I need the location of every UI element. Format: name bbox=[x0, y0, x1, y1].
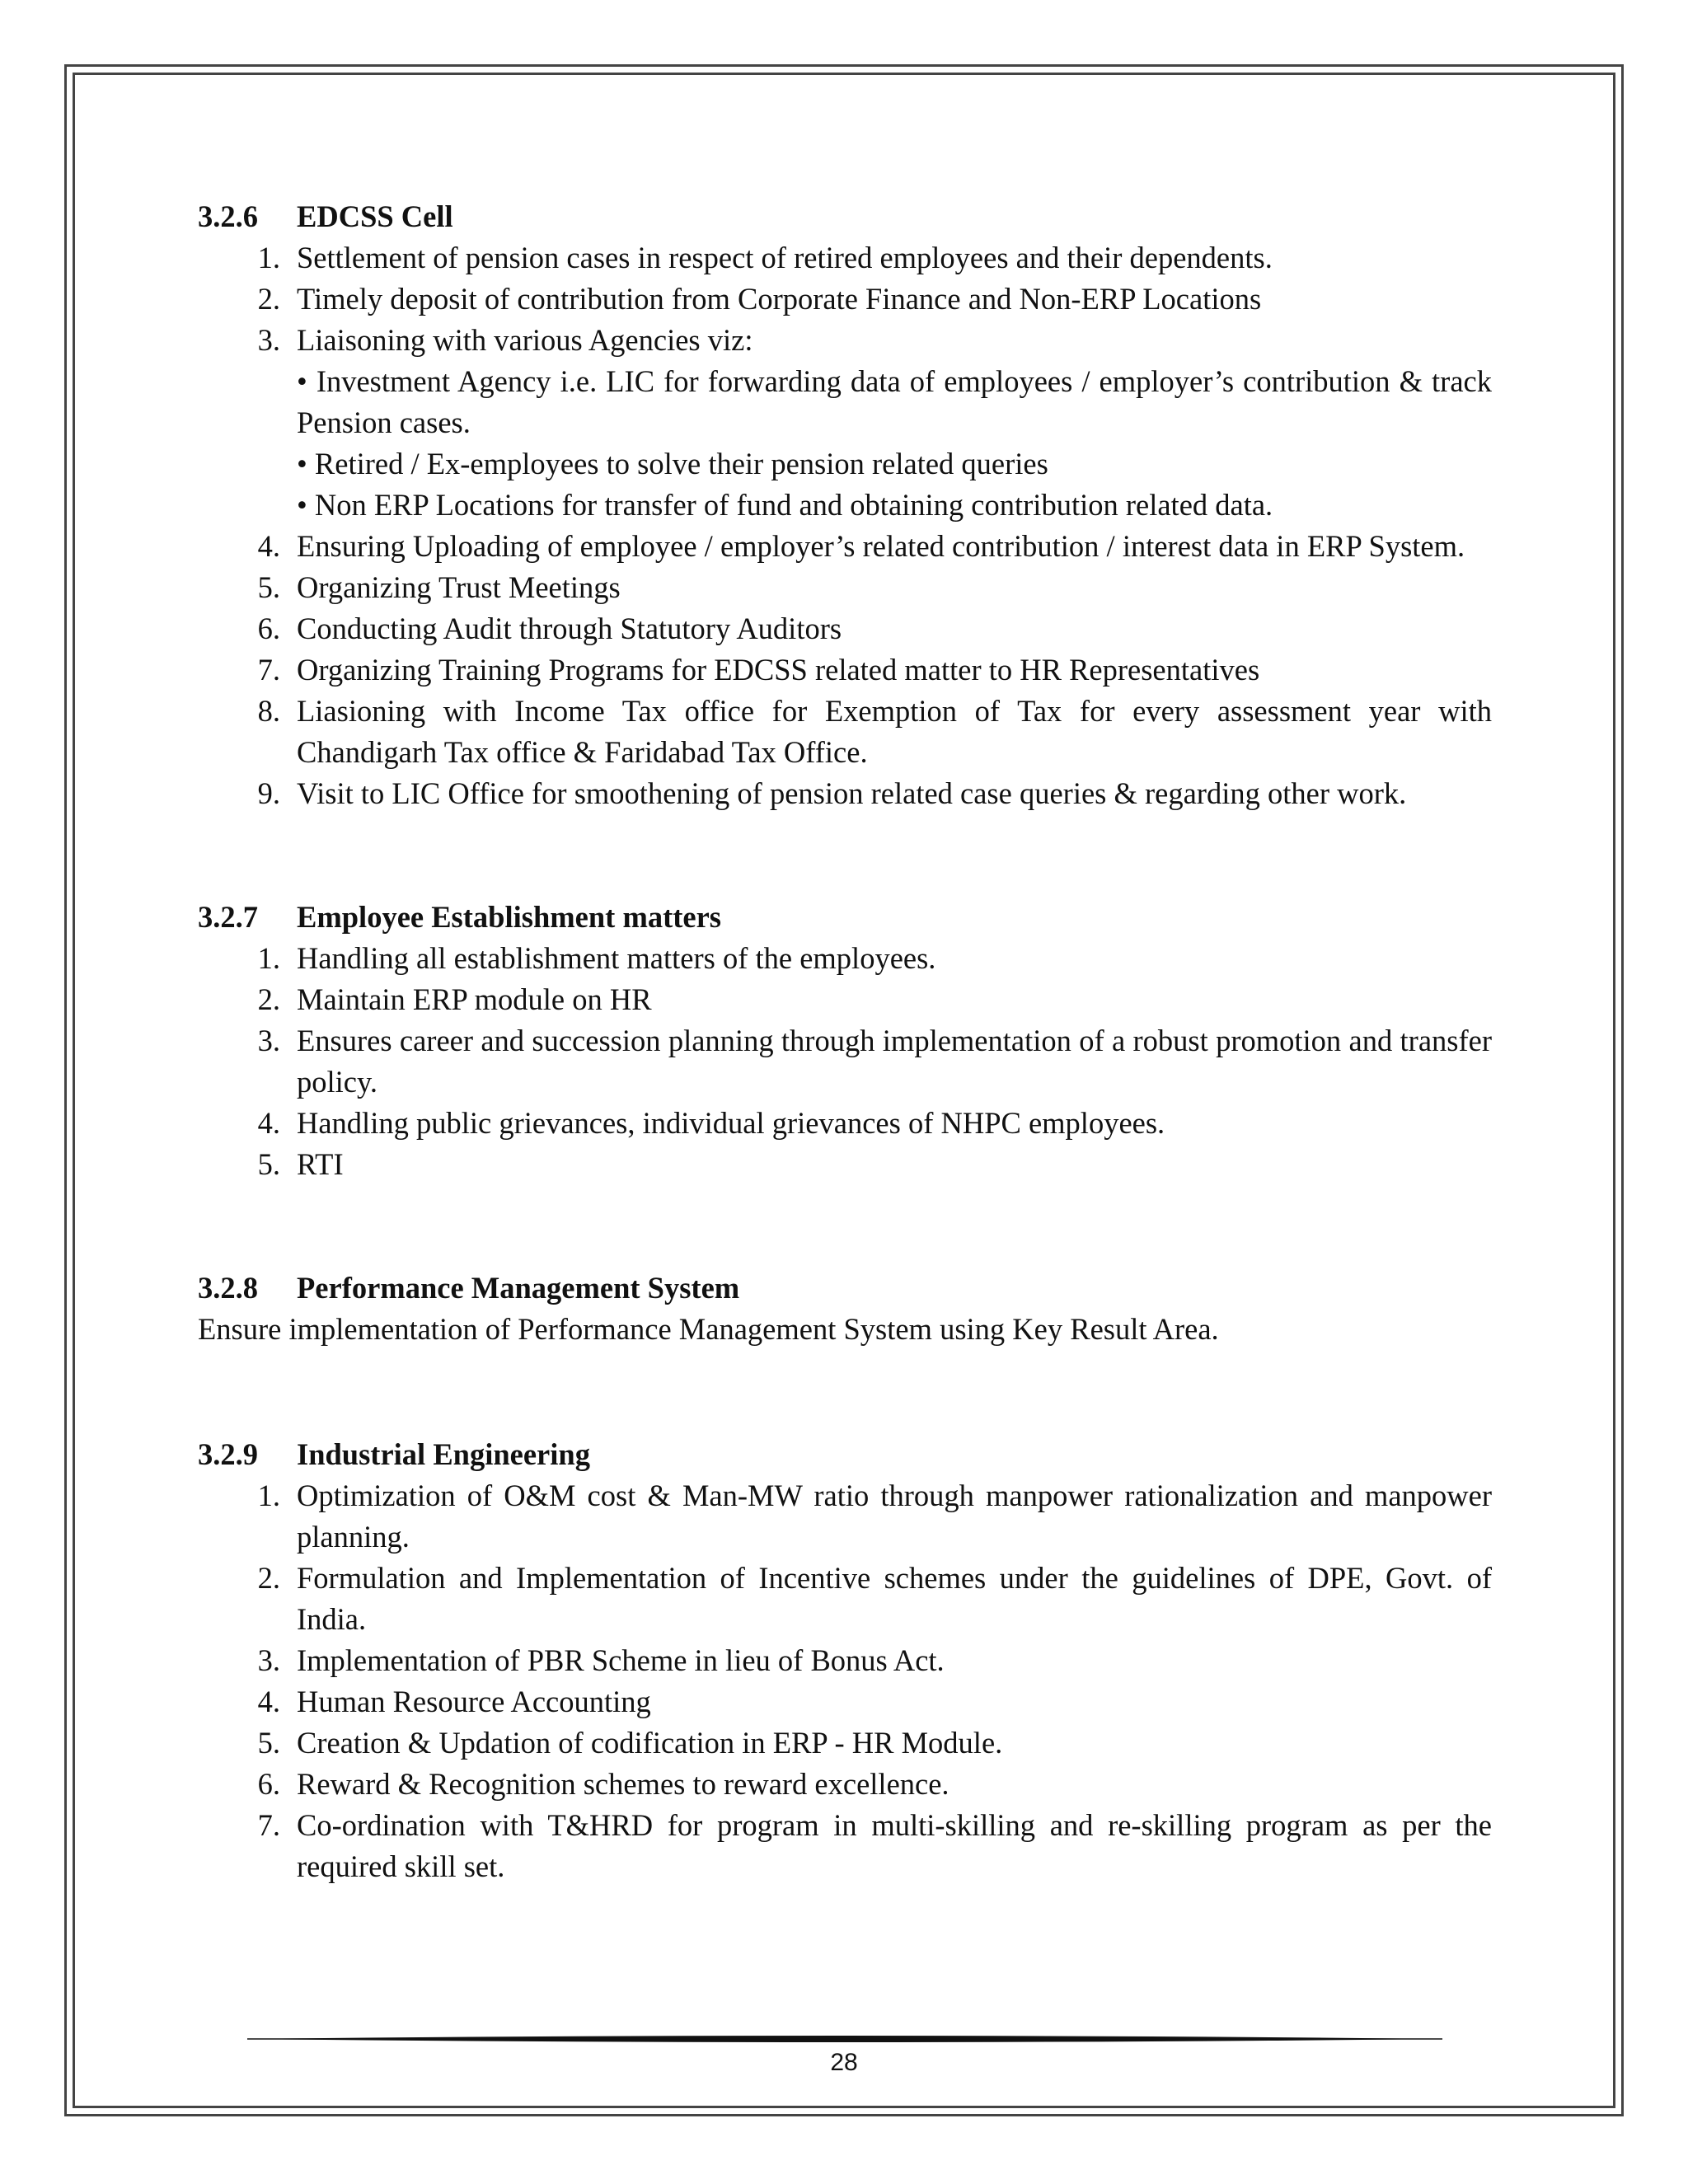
section-title: EDCSS Cell bbox=[297, 199, 453, 233]
list-item bbox=[198, 773, 1492, 814]
establishment-list bbox=[198, 938, 1492, 1185]
section-title: Performance Management System bbox=[297, 1271, 740, 1305]
section-spacer bbox=[198, 1185, 1492, 1268]
item-text: RTI bbox=[297, 1147, 344, 1181]
list-item bbox=[198, 1805, 1492, 1887]
section-heading bbox=[198, 196, 1492, 237]
item-text: Visit to LIC Office for smoothening of pension related case queries & regarding other work. bbox=[297, 776, 1407, 810]
document-body bbox=[198, 196, 1492, 1887]
item-text: Optimization of O&M cost & Man-MW ratio through manpower rationalization and manpower planning. bbox=[297, 1479, 1492, 1554]
item-number: 2. bbox=[257, 982, 280, 1016]
item-text: Conducting Audit through Statutory Auditors bbox=[297, 612, 842, 645]
item-text: Maintain ERP module on HR bbox=[297, 982, 652, 1016]
item-text: Settlement of pension cases in respect of retired employees and their dependents. bbox=[297, 241, 1273, 274]
item-number: 1. bbox=[257, 1479, 280, 1512]
list-item bbox=[198, 1640, 1492, 1681]
item-body bbox=[297, 320, 1492, 526]
list-item bbox=[198, 1681, 1492, 1722]
item-text: Reward & Recognition schemes to reward excellence. bbox=[297, 1767, 950, 1801]
section-number: 3.2.9 bbox=[198, 1437, 258, 1471]
list-item bbox=[198, 608, 1492, 649]
list-item bbox=[198, 979, 1492, 1020]
section-employee-establishment bbox=[198, 897, 1492, 1185]
list-item bbox=[198, 691, 1492, 773]
item-number: 8. bbox=[257, 694, 280, 728]
list-item bbox=[198, 320, 1492, 526]
item-text: Co-ordination with T&HRD for program in multi-skilling and re-skilling program as per the required skill set. bbox=[297, 1808, 1492, 1883]
item-number: 3. bbox=[257, 1024, 280, 1057]
item-number: 4. bbox=[257, 529, 280, 563]
item-number: 2. bbox=[257, 282, 280, 316]
item-text: Liaisoning with various Agencies viz: bbox=[297, 323, 753, 357]
section-heading bbox=[198, 1268, 1492, 1309]
item-number: 5. bbox=[257, 1147, 280, 1181]
item-text: Creation & Updation of codification in ERP - HR Module. bbox=[297, 1726, 1003, 1760]
section-spacer bbox=[198, 1350, 1492, 1434]
item-text: Implementation of PBR Scheme in lieu of Bonus Act. bbox=[297, 1643, 945, 1677]
list-item bbox=[198, 526, 1492, 567]
item-number: 1. bbox=[257, 941, 280, 975]
list-item bbox=[198, 1722, 1492, 1764]
bullet-item: • Retired / Ex-employees to solve their pension related queries bbox=[297, 447, 1048, 480]
item-text: Organizing Trust Meetings bbox=[297, 570, 621, 604]
section-number: 3.2.7 bbox=[198, 900, 258, 934]
item-number: 5. bbox=[257, 570, 280, 604]
list-item bbox=[198, 1764, 1492, 1805]
section-heading bbox=[198, 1434, 1492, 1475]
bullet-item: • Non ERP Locations for transfer of fund and obtaining contribution related data. bbox=[297, 488, 1273, 522]
edcss-list bbox=[198, 237, 1492, 814]
section-spacer bbox=[198, 814, 1492, 897]
section-paragraph: Ensure implementation of Performance Management System using Key Result Area. bbox=[198, 1312, 1219, 1346]
section-number: 3.2.8 bbox=[198, 1271, 258, 1305]
item-text: Timely deposit of contribution from Corporate Finance and Non-ERP Locations bbox=[297, 282, 1262, 316]
item-number: 6. bbox=[257, 1767, 280, 1801]
list-item bbox=[198, 1103, 1492, 1144]
item-number: 7. bbox=[257, 653, 280, 687]
page-number: 28 bbox=[830, 2049, 858, 2076]
section-title: Industrial Engineering bbox=[297, 1437, 590, 1471]
list-item bbox=[198, 938, 1492, 979]
list-item bbox=[198, 1144, 1492, 1185]
list-item bbox=[198, 237, 1492, 279]
item-text: Handling public grievances, individual grievances of NHPC employees. bbox=[297, 1106, 1165, 1140]
item-number: 3. bbox=[257, 323, 280, 357]
item-number: 2. bbox=[257, 1561, 280, 1595]
item-text: Ensuring Uploading of employee / employer’s related contribution / interest data in ERP System. bbox=[297, 529, 1465, 563]
footer-divider bbox=[247, 2034, 1442, 2044]
item-text: Human Resource Accounting bbox=[297, 1685, 651, 1718]
section-heading bbox=[198, 897, 1492, 938]
section-number: 3.2.6 bbox=[198, 199, 258, 233]
section-industrial-engineering bbox=[198, 1434, 1492, 1887]
industrial-engineering-list bbox=[198, 1475, 1492, 1887]
item-number: 1. bbox=[257, 241, 280, 274]
bullet-item: • Investment Agency i.e. LIC for forwarding data of employees / employer’s contribution & track Pension cases. bbox=[297, 364, 1492, 439]
item-number: 6. bbox=[257, 612, 280, 645]
item-text: Organizing Training Programs for EDCSS related matter to HR Representatives bbox=[297, 653, 1260, 687]
item-number: 9. bbox=[257, 776, 280, 810]
section-performance-management bbox=[198, 1268, 1492, 1350]
list-item bbox=[198, 1020, 1492, 1103]
list-item bbox=[198, 279, 1492, 320]
section-title: Employee Establishment matters bbox=[297, 900, 722, 934]
list-item bbox=[198, 1558, 1492, 1640]
item-number: 7. bbox=[257, 1808, 280, 1842]
item-number: 5. bbox=[257, 1726, 280, 1760]
item-text: Liasioning with Income Tax office for Exemption of Tax for every assessment year with Chandigarh Tax office & Faridabad Tax Office. bbox=[297, 694, 1492, 769]
list-item bbox=[198, 567, 1492, 608]
item-text: Ensures career and succession planning through implementation of a robust promotion and transfer policy. bbox=[297, 1024, 1492, 1099]
item-number: 4. bbox=[257, 1106, 280, 1140]
item-text: Formulation and Implementation of Incentive schemes under the guidelines of DPE, Govt. of India. bbox=[297, 1561, 1492, 1636]
item-text: Handling all establishment matters of the employees. bbox=[297, 941, 936, 975]
item-number: 3. bbox=[257, 1643, 280, 1677]
list-item bbox=[198, 1475, 1492, 1558]
list-item bbox=[198, 649, 1492, 691]
item-number: 4. bbox=[257, 1685, 280, 1718]
section-edcss-cell bbox=[198, 196, 1492, 814]
